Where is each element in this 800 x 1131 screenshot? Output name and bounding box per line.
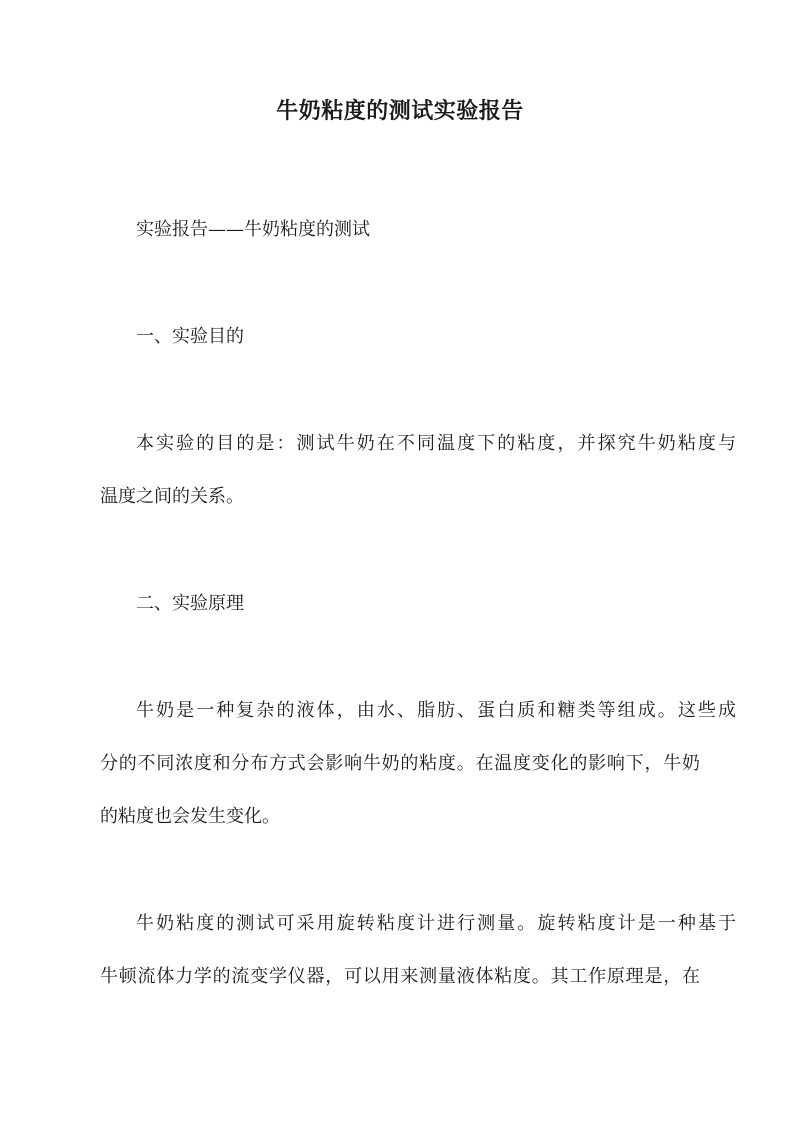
section-heading-principle: 二、实验原理 [136,593,244,614]
paragraph-line: 的粘度也会发生变化。 [100,806,280,827]
paragraph-line: 本实验的目的是：测试牛奶在不同温度下的粘度，并探究牛奶粘度与 [136,433,736,454]
section-heading-purpose: 一、实验目的 [136,326,244,347]
paragraph-line: 牛顿流体力学的流变学仪器，可以用来测量液体粘度。其工作原理是，在 [100,966,700,987]
paragraph-line: 温度之间的关系。 [100,486,244,507]
paragraph-line: 分的不同浓度和分布方式会影响牛奶的粘度。在温度变化的影响下，牛奶 [100,753,700,774]
document-title: 牛奶粘度的测试实验报告 [276,98,524,124]
paragraph-line: 牛奶粘度的测试可采用旋转粘度计进行测量。旋转粘度计是一种基于 [136,913,736,934]
paragraph-line: 牛奶是一种复杂的液体，由水、脂肪、蛋白质和糖类等组成。这些成 [136,700,736,721]
report-subtitle: 实验报告——牛奶粘度的测试 [136,219,370,240]
